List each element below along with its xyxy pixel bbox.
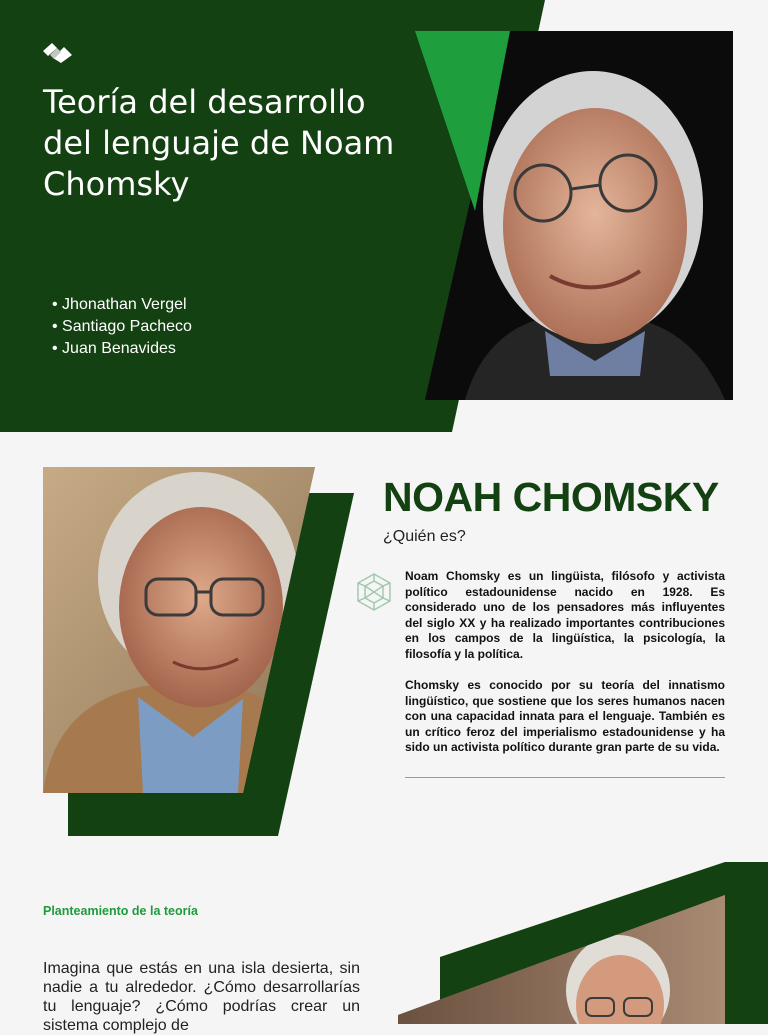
section-subtitle: ¿Quién es?: [383, 528, 466, 545]
logo-mark-icon: [43, 42, 73, 64]
hexagon-network-icon: [354, 572, 394, 612]
bio-paragraph: Chomsky es conocido por su teoría del innatismo lingüístico, que sostiene que los seres humanos nacen con una capacidad innata para el lenguaje. También es un crítico feroz del imperialismo estadounidense y ha sido un activista político durante gran parte de su vida.: [405, 678, 725, 754]
bio-paragraph: Noam Chomsky es un lingüista, filósofo y activista político estadounidense nacido en 1928. Es considerado uno de los pensadores más influyentes del siglo XX y ha realizado importantes contribuciones en los campos de la lingüística, la psicología, la filosofía y la política.: [405, 569, 725, 661]
author-item: • Jhonathan Vergel: [52, 294, 192, 316]
theory-body: Imagina que estás en una isla desierta, sin nadie a tu alrededor. ¿Cómo desarrollarías tu lenguaje? ¿Cómo podrías crear un sistema complejo de: [43, 960, 360, 1034]
author-item: • Juan Benavides: [52, 338, 192, 360]
theory-heading: Planteamiento de la teoría: [43, 904, 198, 918]
author-list: [52, 294, 192, 360]
page-title: Teoría del desarrollo del lenguaje de Noam Chomsky: [43, 83, 395, 203]
section-title: NOAH CHOMSKY: [383, 474, 719, 520]
author-item: • Santiago Pacheco: [52, 316, 192, 338]
divider: [405, 777, 725, 778]
